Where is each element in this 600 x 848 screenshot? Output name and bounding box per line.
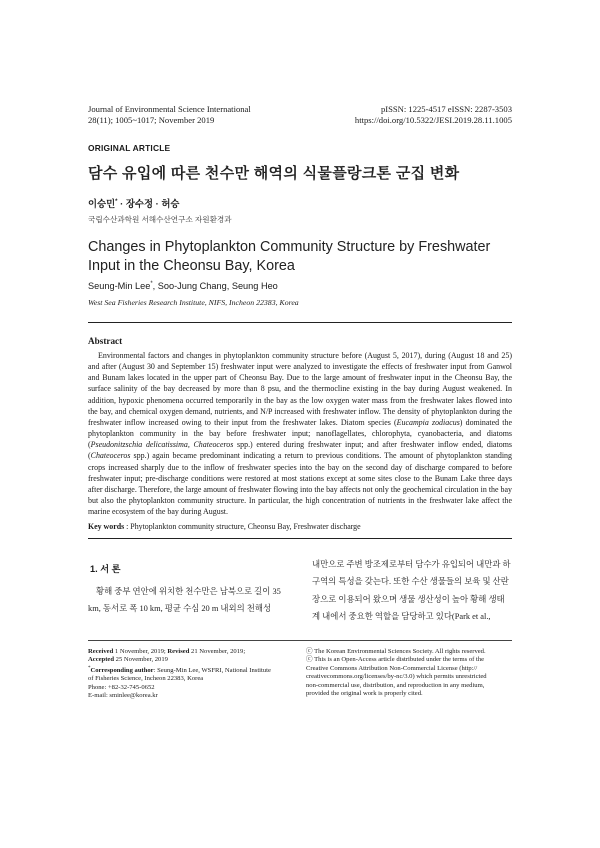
issn: pISSN: 1225-4517 eISSN: 2287-3503: [380, 104, 512, 114]
species-name-1: Eucampia zodiacus: [396, 417, 460, 427]
title-english-line-2: Input in the Cheonsu Bay, Korea: [88, 258, 295, 274]
intro-left-line-1: 황해 중부 연안에 위치한 천수만은 남북으로 길이 35: [96, 587, 281, 596]
abstract-bottom-rule: [88, 538, 512, 539]
title-korean: 담수 유입에 따른 천수만 해역의 식물플랑크톤 군집 변화: [88, 165, 460, 182]
intro-right-line-2: 구역의 특성을 갖는다. 또한 수산 생물들의 보육 및 산란: [312, 577, 509, 587]
footnote-right: [306, 648, 512, 698]
keywords-label: Key words: [88, 522, 125, 531]
title-english-line-1: Changes in Phytoplankton Community Structure by Freshwater: [88, 239, 491, 255]
affiliation-english: West Sea Fisheries Research Institute, NIFS, Incheon 22383, Korea: [88, 298, 299, 307]
author-ko-first: 이승민: [88, 198, 116, 209]
copyright-line-2: ⓒ This is an Open-Access article distributed under the terms of the: [306, 656, 485, 664]
abstract-heading: Abstract: [88, 336, 123, 346]
copyright-line-4[interactable]: creativecommons.org/licenses/by-nc/3.0) which permits unrestricted: [306, 673, 487, 681]
doi-link[interactable]: https://doi.org/10.5322/JESI.2019.28.11.1005: [354, 115, 512, 125]
keywords: [88, 522, 361, 531]
affiliation-korean: 국립수산과학원 서해수산연구소 자원환경과: [88, 215, 232, 224]
corresponding-mark-ko: *: [115, 198, 118, 205]
copyright-line-3[interactable]: Creative Commons Attribution Non-Commercial License (http://: [306, 664, 478, 672]
copyright-line-5: non-commercial use, distribution, and reproduction in any medium,: [306, 681, 485, 689]
title-english: [88, 238, 490, 276]
email-line[interactable]: E-mail: sminlee@korea.kr: [88, 692, 158, 700]
abstract-body: [88, 350, 512, 517]
footnote-rule: [88, 640, 512, 641]
section-heading-introduction: 1. 서 론: [90, 564, 121, 574]
revised-label: Revised: [167, 648, 190, 655]
author-en-first: Seung-Min Lee: [88, 281, 151, 292]
author-ko-rest: · 장수정 · 허승: [117, 198, 180, 209]
revised-date: 21 November, 2019;: [189, 648, 246, 655]
accepted-label: Accepted: [88, 656, 114, 664]
corresponding-star: *: [88, 665, 91, 671]
abstract-text-1: Environmental factors and changes in phytoplankton community structure before (August 5, 2017), during (August 18 and 25) and after (August 30 and September 15) freshwater input were analyzed to investigate the effects of freshwater input from Ganwol and Bunam lakes located in the upper part of Cheonsu Bay. Due to the large amount of freshwater input in the Cheonsu Bay, the surface salinity of the bay decreased by more than 8 psu, and the thermocline existing in the bay during August weakened. In addition, hypoxic phenomena occurred temporarily in the bay as the low oxygen water mass from the freshwater lakes flowed into the bay, and chemical oxygen demand, nutrients, and N/P increased with freshwater inflow. The density of phytoplankton during the freshwater inflow increased owing to their input from the freshwater lakes. Diatom species (: [88, 351, 512, 427]
received-date: 1 November, 2019;: [113, 648, 168, 655]
corresponding-author-text: : Seung-Min Lee, WSFRI, National Institute: [153, 667, 271, 674]
abstract-text-4: spp.) again became predominant indicating a return to previous conditions. The amount of phytoplankton standing crops increased sharply due to the inflow of freshwater species into the bay on the second day of discharge compared to before freshwater input; pre-discharge conditions were restored at most stations except at some sites close to the Bunam Lake three days after discharge. Therefore, the large amount of freshwater flowing into the bay affects not only the geochemical circulation in the bay but also the phytoplankton community structure. In particular, the high concentration of nutrients in the freshwater lake affect the marine ecosystem of the bay during August.: [88, 451, 512, 517]
species-name-3: Chateoceros: [90, 451, 131, 461]
article-type: ORIGINAL ARTICLE: [88, 143, 171, 153]
species-name-2: Pseudonitzschia delicatissima, Chateoceros: [90, 440, 234, 450]
intro-right-column: [312, 556, 516, 625]
keywords-text: : Phytoplankton community structure, Cheonsu Bay, Freshwater discharge: [124, 522, 361, 531]
abstract-text-2: ) dominated the phytoplankton community in the bay before freshwater input; nanoflagellates, chlorophyta, cyanobacteria, and diatoms (: [88, 417, 512, 450]
authors-english: [88, 281, 278, 291]
intro-left-line-2: km, 동서로 폭 10 km, 평균 수심 20 m 내외의 천해성: [88, 604, 272, 614]
abstract-top-rule: [88, 322, 512, 323]
journal-volume: 28(11); 1005~1017; November 2019: [88, 115, 215, 125]
received-label: Received: [88, 648, 114, 655]
abstract-text-3: spp.) entered during freshwater input; and after freshwater inflow ended, diatoms (: [88, 440, 512, 461]
corresponding-author-line: [88, 665, 302, 676]
phone-line: Phone: +82-32-745-0652: [88, 683, 155, 691]
journal-name: Journal of Environmental Science International: [88, 104, 251, 114]
intro-right-line-4: 계 내에서 중요한 역할을 담당하고 있다(Park et al.,: [312, 611, 491, 621]
authors-korean: [88, 196, 179, 210]
copyright-line-6: provided the original work is properly cited.: [306, 690, 423, 698]
copyright-line-1: ⓒ The Korean Environmental Sciences Society. All rights reserved.: [306, 648, 486, 655]
accepted-date: 25 November, 2019: [114, 656, 168, 664]
corresponding-mark-en: *: [150, 281, 153, 287]
corresponding-institute-line: of Fisheries Science, Incheon 22383, Korea: [88, 675, 204, 683]
corresponding-author-label: Corresponding author: [90, 667, 154, 674]
intro-right-line-3: 장으로 이용되어 왔으며 생물 생산성이 높아 황해 생태: [312, 594, 505, 604]
author-en-rest: , Soo-Jung Chang, Seung Heo: [152, 281, 278, 292]
accepted-line: [88, 656, 302, 664]
footnote-left: [88, 648, 302, 701]
intro-left-column: [88, 583, 296, 618]
received-revised-line: [88, 648, 302, 656]
intro-right-line-1: 내만으로 주변 방조제로부터 담수가 유입되어 내만과 하: [312, 560, 511, 569]
